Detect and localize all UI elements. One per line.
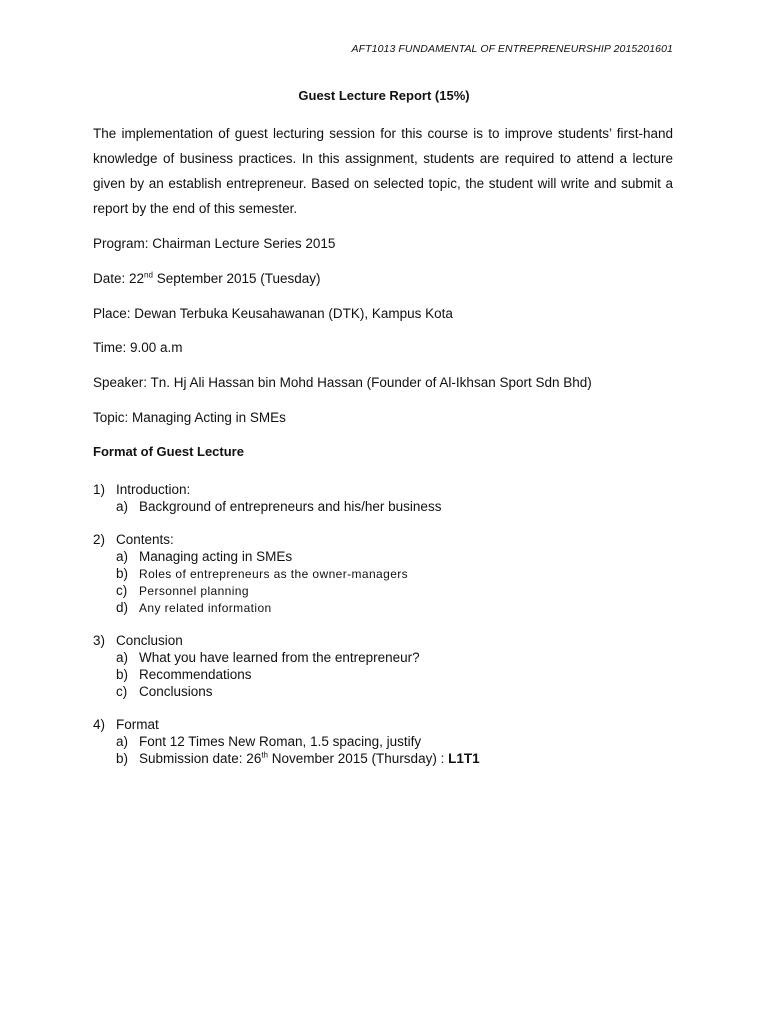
item-letter: b)	[116, 566, 129, 581]
item-text: Background of entrepreneurs and his/her business	[139, 499, 442, 514]
date-prefix: Date: 22	[93, 271, 145, 286]
section-number: 4)	[93, 717, 106, 732]
time-field: Time: 9.00 a.m	[93, 340, 183, 355]
section-label: Introduction:	[116, 482, 191, 497]
section-number: 2)	[93, 532, 106, 547]
item-letter: d)	[116, 600, 129, 615]
intro-paragraph: The implementation of guest lecturing session for this course is to improve students’ first-hand knowledge of business practices. In this assignment, students are required to attend a lecture given by an establish entrepreneur. Based on selected topic, the student will write and submit a report by the end of this semester.	[93, 126, 673, 216]
item-text: What you have learned from the entrepreneur?	[139, 650, 420, 665]
speaker-field: Speaker: Tn. Hj Ali Hassan bin Mohd Hassan (Founder of Al-Ikhsan Sport Sdn Bhd)	[93, 375, 592, 390]
item-letter: a)	[116, 650, 129, 665]
submission-ordinal: th	[261, 750, 268, 760]
section-number: 1)	[93, 482, 106, 497]
item-letter: b)	[116, 667, 129, 682]
date-suffix: September 2015 (Tuesday)	[152, 271, 321, 286]
course-header: AFT1013 FUNDAMENTAL OF ENTREPRENEURSHIP 2015201601	[351, 43, 673, 55]
item-letter: a)	[116, 499, 129, 514]
date-field	[93, 271, 321, 286]
program-field: Program: Chairman Lecture Series 2015	[93, 236, 336, 251]
submission-suffix: November 2015 (Thursday) :	[268, 751, 449, 766]
item-letter: a)	[116, 734, 129, 749]
item-letter: b)	[116, 751, 129, 766]
item-letter: c)	[116, 583, 128, 598]
submission-code: L1T1	[448, 751, 480, 766]
item-text: Font 12 Times New Roman, 1.5 spacing, justify	[139, 734, 422, 749]
submission-prefix: Submission date: 26	[139, 751, 262, 766]
date-ordinal: nd	[144, 270, 153, 280]
section-number: 3)	[93, 633, 106, 648]
section-label: Conclusion	[116, 633, 183, 648]
item-text: Personnel planning	[139, 584, 249, 598]
item-text: Managing acting in SMEs	[139, 549, 293, 564]
place-field: Place: Dewan Terbuka Keusahawanan (DTK), Kampus Kota	[93, 306, 453, 321]
item-text: Conclusions	[139, 684, 213, 699]
item-text: Any related information	[139, 601, 272, 615]
item-text: Roles of entrepreneurs as the owner-managers	[139, 567, 409, 581]
topic-field: Topic: Managing Acting in SMEs	[93, 410, 286, 425]
item-letter: c)	[116, 684, 128, 699]
section-label: Contents:	[116, 532, 174, 547]
section-label: Format	[116, 717, 159, 732]
item-text	[139, 751, 480, 766]
item-letter: a)	[116, 549, 129, 564]
item-text: Recommendations	[139, 667, 252, 682]
format-heading: Format of Guest Lecture	[93, 444, 244, 459]
page-title: Guest Lecture Report (15%)	[298, 88, 470, 103]
